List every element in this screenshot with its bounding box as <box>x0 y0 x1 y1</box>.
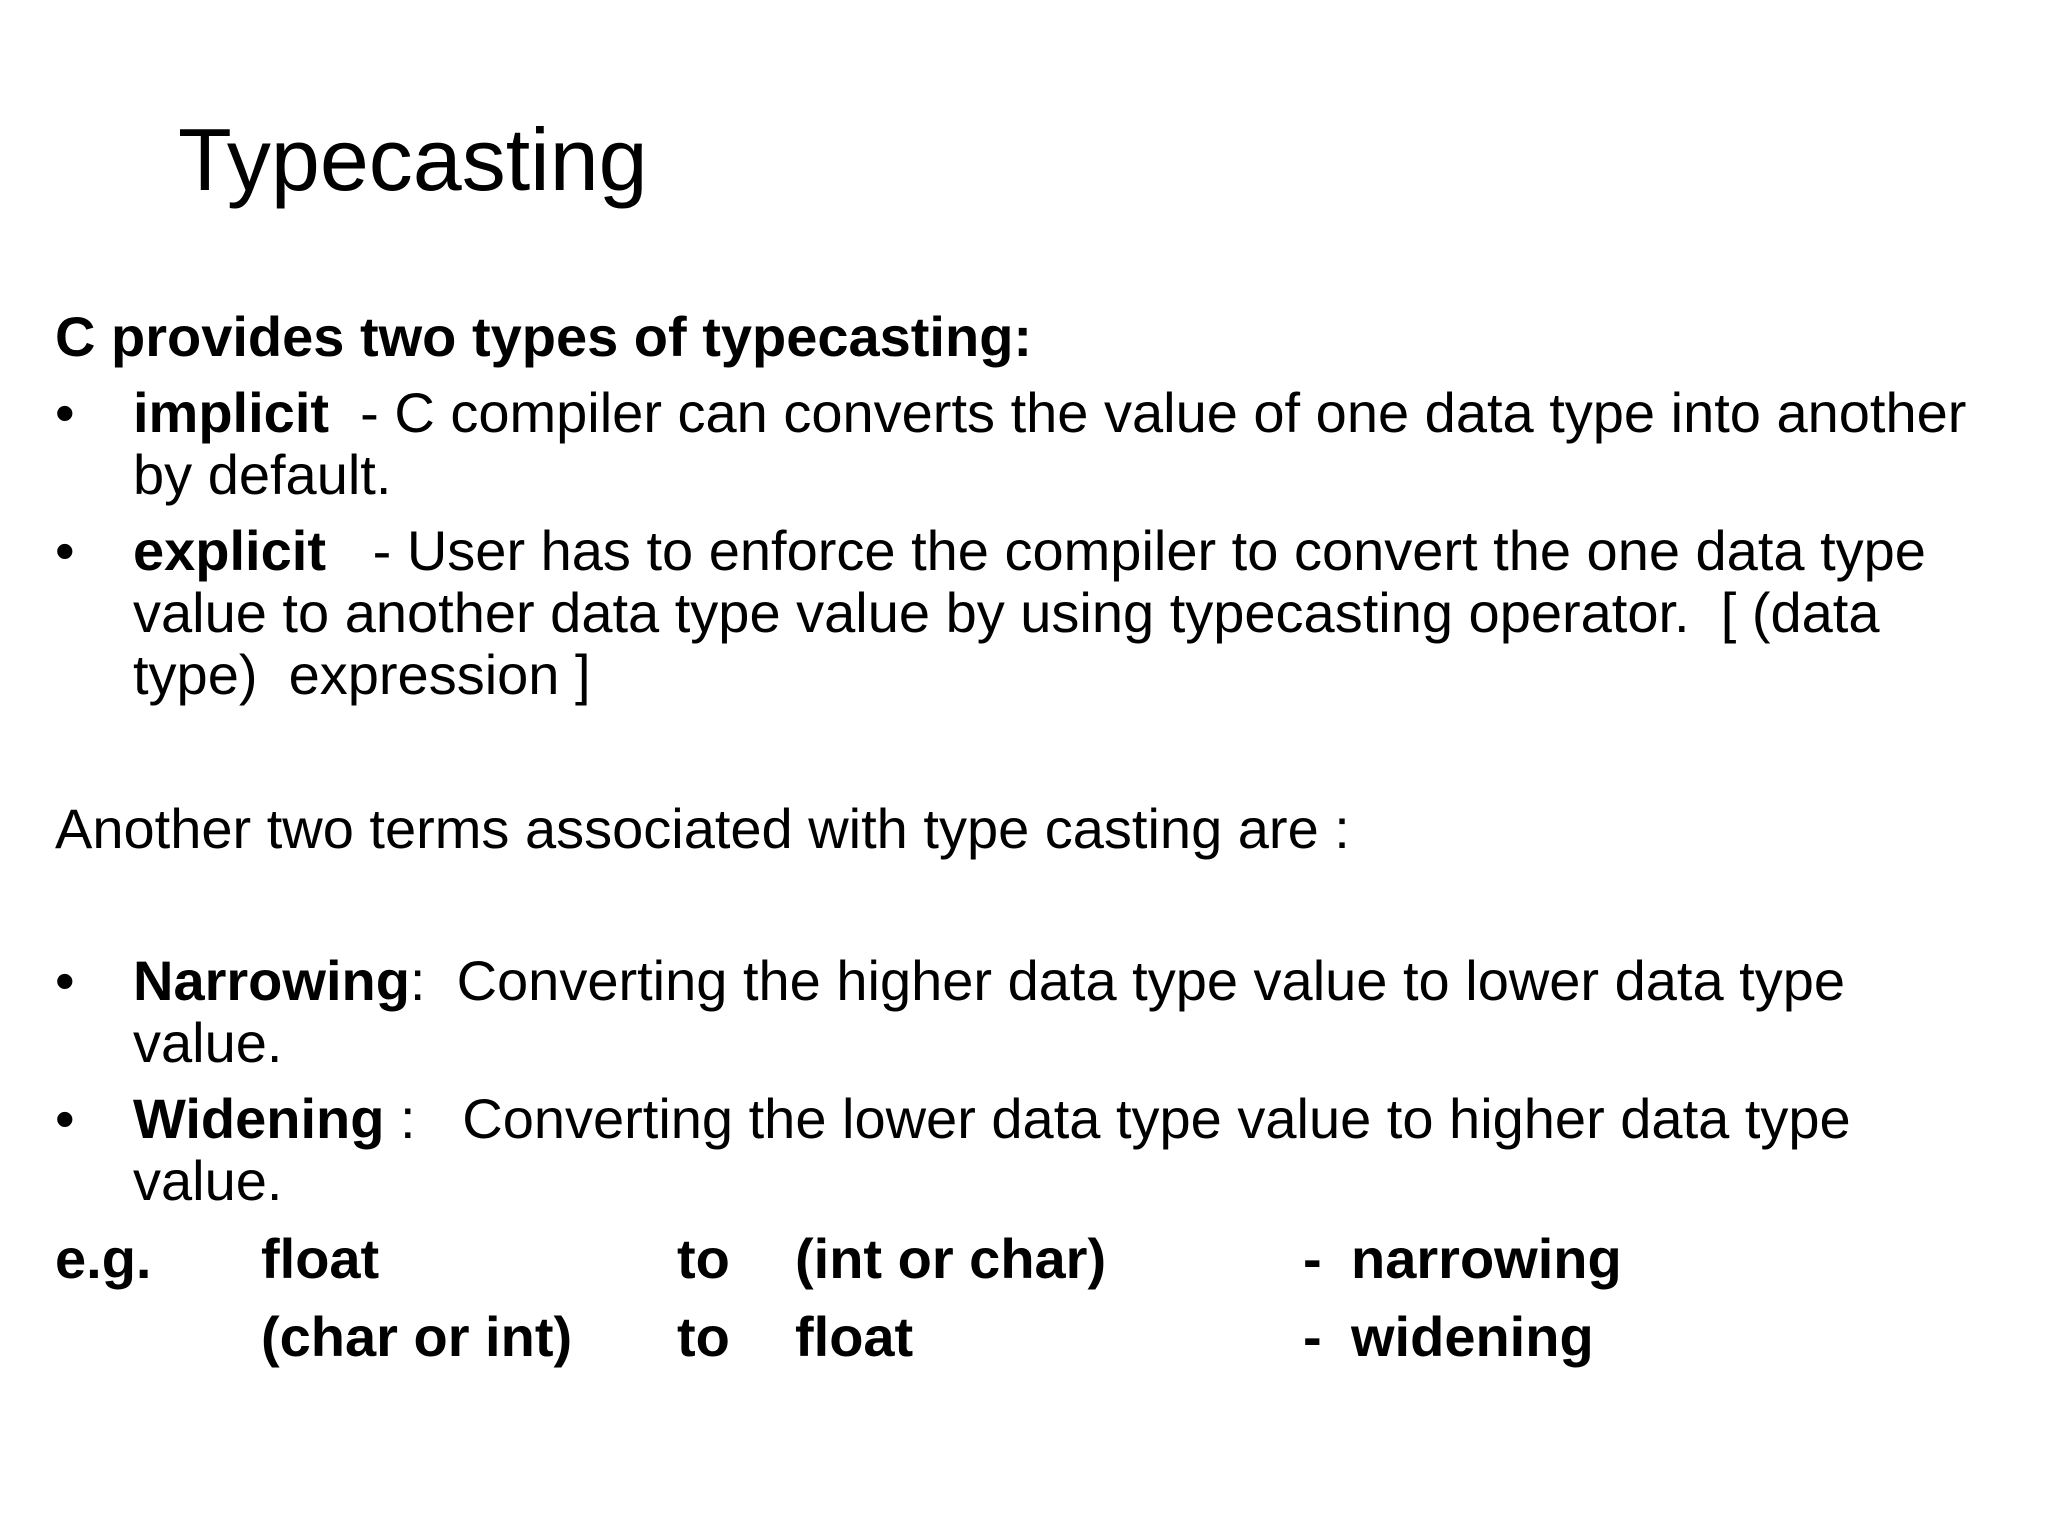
slide-title: Typecasting <box>178 110 648 209</box>
term-explicit: explicit <box>133 519 326 582</box>
example-result: widening <box>1351 1305 1594 1368</box>
list-item <box>55 950 2005 1074</box>
bullet-icon: • <box>55 949 75 1012</box>
example-row <box>55 1228 1955 1306</box>
term-description: : Converting the lower data type value to higher data type value. <box>133 1087 1867 1212</box>
example-to-word: to <box>677 1305 730 1368</box>
example-from-type: float <box>261 1227 380 1290</box>
term-description: - C compiler can converts the value of one data type into another by default. <box>133 381 1982 506</box>
terms-list <box>55 950 2005 1226</box>
casting-types-list <box>55 382 2005 720</box>
example-dash: - <box>1303 1305 1322 1368</box>
term-description: : Converting the higher data type value to lower data type value. <box>133 949 1861 1074</box>
intro-text: C provides two types of typecasting: <box>55 305 1033 368</box>
term-implicit: implicit <box>133 381 330 444</box>
example-dash: - <box>1303 1227 1322 1290</box>
bullet-icon: • <box>55 519 75 582</box>
example-from-type: (char or int) <box>261 1305 573 1368</box>
term-description: - User has to enforce the compiler to convert the one data type value to another data type value by using typecasting operator. [ (data type) expression ] <box>133 519 1942 706</box>
example-target-type: float <box>795 1305 914 1368</box>
list-item <box>55 520 2005 706</box>
example-to-word: to <box>677 1227 730 1290</box>
term-widening: Widening <box>133 1087 385 1150</box>
example-row <box>55 1306 1955 1384</box>
terms-intro-text: Another two terms associated with type casting are : <box>55 797 1350 860</box>
examples-table <box>55 1228 1955 1384</box>
term-narrowing: Narrowing <box>133 949 410 1012</box>
list-item <box>55 382 2005 506</box>
example-target-type: (int or char) <box>795 1227 1107 1290</box>
example-result: narrowing <box>1351 1227 1622 1290</box>
bullet-icon: • <box>55 381 75 444</box>
list-item <box>55 1088 2005 1212</box>
example-label: e.g. <box>55 1227 152 1290</box>
bullet-icon: • <box>55 1087 75 1150</box>
